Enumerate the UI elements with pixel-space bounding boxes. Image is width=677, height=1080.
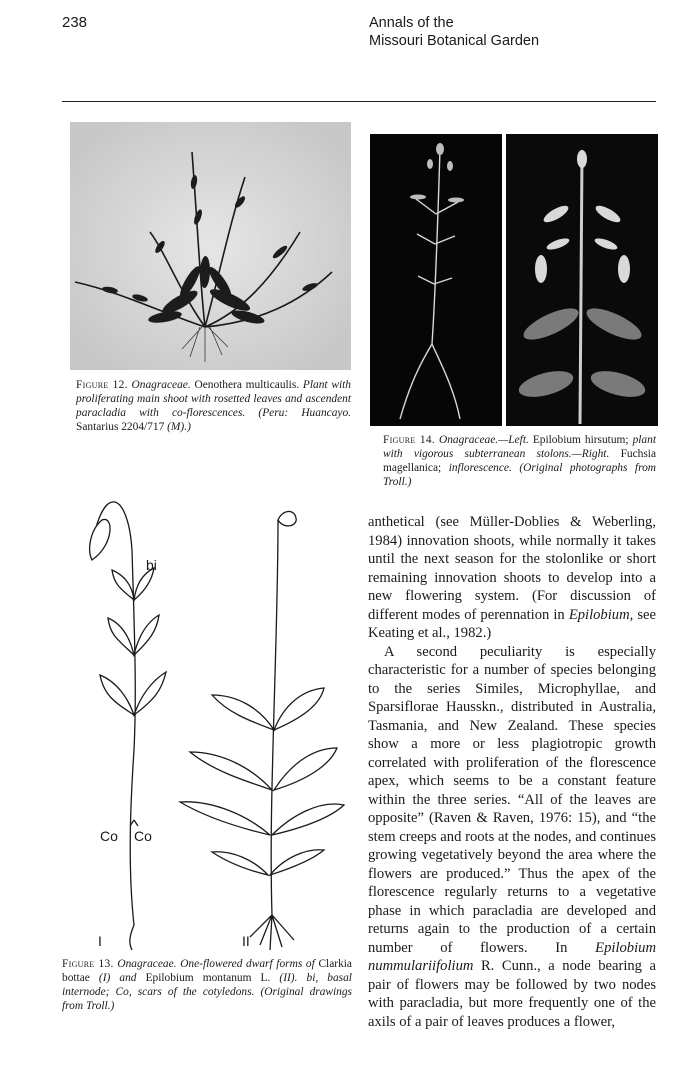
page-number: 238 — [62, 14, 88, 31]
figure12-collector: Santarius 2204/717 — [76, 421, 165, 433]
journal-title-line1: Annals of the — [369, 15, 454, 31]
figure12-family: Onagraceae. — [131, 379, 191, 391]
figure14-right-species: Fuchsia magellanica; — [383, 448, 656, 474]
figure14-right-photo — [506, 134, 658, 426]
figure12-caption — [76, 378, 351, 434]
paragraph-2 — [368, 643, 656, 1032]
paragraph-2-text-a: A second peculiarity is especially characteristic for a number of species belonging to the series Similes, Microphyllae, and Sparsiflorae Hausskn., distributed in Australia, Tasmania, and New Zealand. These species show a more or less plagiotropic growth correlated with proliferation of the florescence apex, which seems to be a constant feature within the three series. “All of the leaves are opposite” (Raven & Raven, 1976: 15), and “the stem creeps and roots at the nodes, and continues growing vegetatively beyond the area where the flowers are produced.” Thus the apex of the florescence regularly returns to a vegetative phase in which paracladia are developed and returns again to the production of a certain number of flowers. In — [368, 643, 656, 956]
figure13-species1: Clarkia bottae — [62, 958, 352, 984]
clarkia-epilobium-line-drawing — [62, 490, 352, 960]
label-co-right: Co — [134, 828, 152, 844]
body-text — [368, 513, 656, 1031]
label-I: I — [98, 933, 102, 949]
paragraph-1-text: anthetical (see Müller-Doblies & Weberling, 1984) innovation shoots, while normally it takes until the next season for the stolonlike or short remaining innovation shoots to develop into a new flowering system. (For discussion of different modes of perennation in — [368, 514, 656, 623]
figure14-left-tag: —Left. — [498, 434, 529, 446]
label-co-left: Co — [100, 828, 118, 844]
figure13-and: and — [119, 972, 137, 984]
paragraph-1-end: see Keating et al., 1982.) — [368, 606, 656, 641]
fuchsia-inflorescence-illustration — [506, 134, 658, 426]
journal-title-line2: Missouri Botanical Garden — [369, 33, 540, 49]
label-bi: bi — [146, 557, 157, 573]
paragraph-1-italic: Epilobium, — [568, 606, 634, 623]
figure14-source: (Original photographs from Troll.) — [383, 462, 656, 488]
figure13-caption — [62, 957, 352, 1013]
figure13-description-b: bi, basal internode; Co, scars of the cotyledons. (Original drawings from Troll.) — [62, 972, 352, 1012]
journal-title — [369, 14, 539, 50]
epilobium-stolon-illustration — [370, 134, 502, 426]
paragraph-2-italic: Epilobium nummulariifolium — [368, 939, 656, 974]
figure14-left-photo — [370, 134, 502, 426]
figure13-tag2: (II). — [279, 972, 298, 984]
figure14-caption — [383, 433, 656, 489]
figure12-description: Plant with proliferating main shoot with rosetted leaves and ascendent paracladia with co-florescences. (Peru: Huancayo. — [76, 379, 351, 419]
figure14-label: Figure 14. — [383, 434, 435, 446]
oenothera-plant-illustration — [70, 122, 351, 370]
figure14-left-species: Epilobium hirsutum; — [532, 434, 629, 446]
figure13-description-a: One-flowered dwarf forms of — [180, 958, 315, 970]
figure14-right-description: inflorescence. — [448, 462, 512, 474]
label-II: II — [242, 933, 250, 949]
figure13-drawing — [62, 490, 352, 960]
figure14-left-description: plant with vigorous subterranean stolons. — [383, 434, 656, 460]
figure12-species: Oenothera multicaulis. — [194, 379, 300, 391]
figure13-species2: Epilobium montanum L. — [145, 972, 271, 984]
paragraph-2-text-b: R. Cunn., a node bearing a pair of flowers may be followed by two nodes with paracladia, but more frequently one of the axils of a pair of leaves produces a flower, — [368, 958, 656, 1030]
figure14-family: Onagraceae. — [438, 434, 499, 446]
header-rule — [62, 101, 656, 102]
figure12-label: Figure 12. — [76, 379, 128, 391]
figure14-right-tag: —Right. — [571, 448, 610, 460]
figure12-herbarium: (M).) — [167, 421, 191, 433]
figure13-tag1: (I) — [98, 972, 111, 984]
figure13-family: Onagraceae. — [117, 958, 177, 970]
paragraph-1 — [368, 513, 656, 643]
figure13-label: Figure 13. — [62, 958, 114, 970]
figure12-photo — [70, 122, 351, 370]
